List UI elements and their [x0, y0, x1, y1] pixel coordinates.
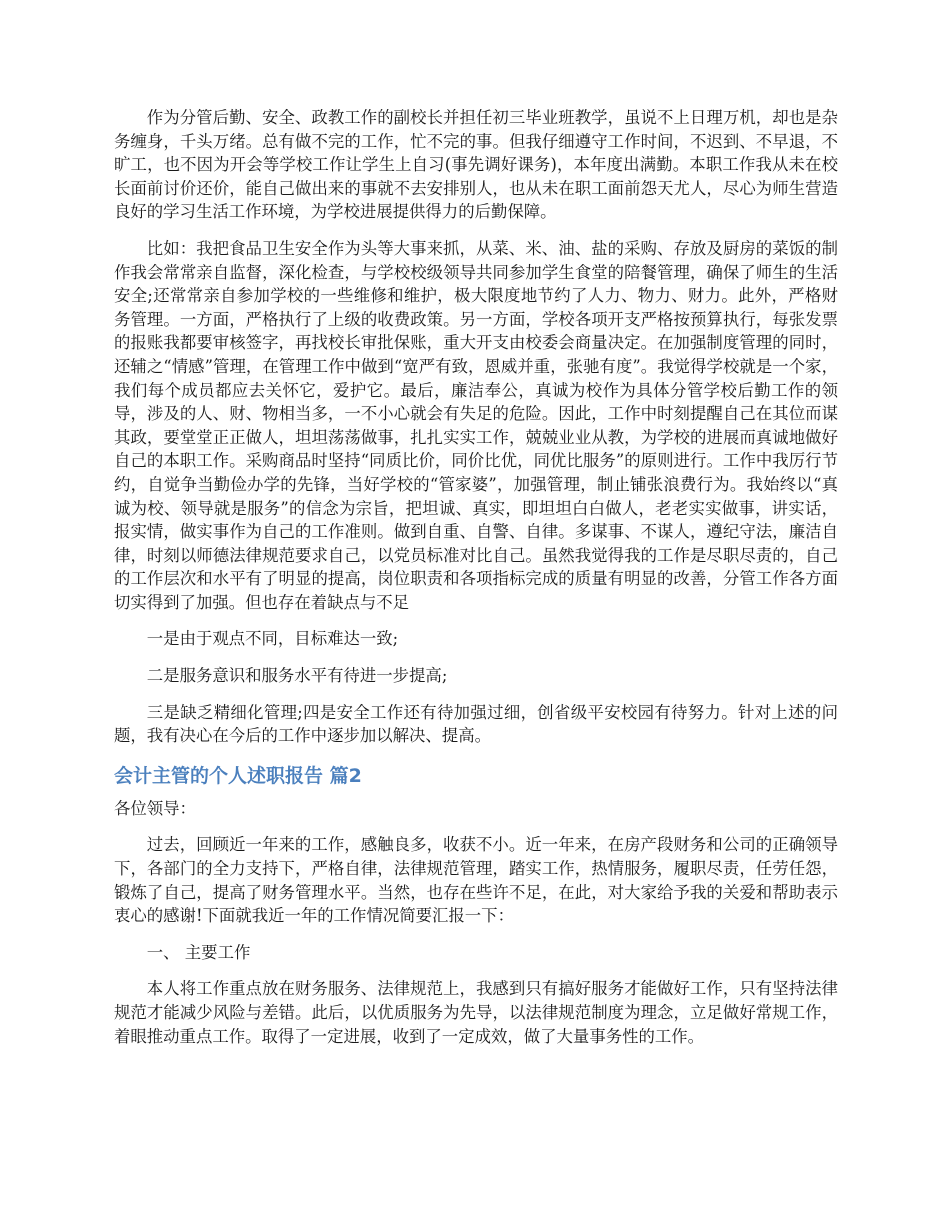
paragraph-main-work: 本人将工作重点放在财务服务、法律规范上，我感到只有搞好服务才能做好工作，只有坚持法律规范才能减少风险与差错。此后，以优质服务为先导，以法律规范制度为理念，立足做好常规工作，着眼推动重点工作。取得了一定进展，收到了一定成效，做了大量事务性的工作。	[114, 979, 838, 1046]
paragraph-shortcoming-3: 三是缺乏精细化管理;四是安全工作还有待加强过细，创省级平安校园有待努力。针对上述的问题，我有决心在今后的工作中逐步加以解决、提高。	[114, 702, 838, 746]
salutation: 各位领导：	[114, 798, 196, 818]
section-heading-report-2: 会计主管的个人述职报告 篇2	[114, 764, 362, 787]
paragraph-review: 过去，回顾近一年来的工作，感触良多，收获不小。近一年来，在房产段财务和公司的正确领导下，各部门的全力支持下，严格自律，法律规范管理，踏实工作，热情服务，履职尽责，任劳任怨，锻炼了自己，提高了财务管理水平。当然，也存在些许不足，在此，对大家给予我的关爱和帮助表示衷心的感谢!下面就我近一年的工作情况简要汇报一下：	[114, 835, 838, 926]
paragraph-shortcoming-2: 二是服务意识和服务水平有待进一步提高;	[146, 666, 448, 686]
document-body	[114, 106, 838, 1048]
paragraph-example: 比如：我把食品卫生安全作为头等大事来抓，从菜、米、油、盐的采购、存放及厨房的菜饭的制作我会常常亲自监督，深化检查，与学校校级领导共同参加学生食堂的陪餐管理，确保了师生的生活安全;还常常亲自参加学校的一些维修和维护，极大限度地节约了人力、物力、财力。此外，严格财务管理。一方面，严格执行了上级的收费政策。另一方面，学校各项开支严格按预算执行，每张发票的报账我都要审核签字，再找校长审批保账，重大开支由校委会商量决定。在加强制度管理的同时，还辅之“情感”管理，在管理工作中做到“宽严有致，恩威并重，张驰有度”。我觉得学校就是一个家，我们每个成员都应去关怀它，爱护它。最后，廉洁奉公，真诚为校作为具体分管学校后勤工作的领导，涉及的人、财、物相当多，一不小心就会有失足的危险。因此，工作中时刻提醒自己在其位而谋其政，要堂堂正正做人，坦坦荡荡做事，扎扎实实工作，兢兢业业从教，为学校的进展而真诚地做好自己的本职工作。采购商品时坚持“同质比价，同价比优，同优比服务”的原则进行。工作中我厉行节约，自觉争当勤俭办学的先锋，当好学校的“管家婆”，加强管理，制止铺张浪费行为。我始终以“真诚为校、领导就是服务”的信念为宗旨，把坦诚、真实，即坦坦白白做人，老老实实做事，讲实话，报实情，做实事作为自己的工作准则。做到自重、自警、自律。多谋事、不谋人，遵纪守法，廉洁自律，时刻以师德法律规范要求自己，以党员标准对比自己。虽然我觉得我的工作是尽职尽责的，自己的工作层次和水平有了明显的提高，岗位职责和各项指标完成的质量有明显的改善，分管工作各方面切实得到了加强。但也存在着缺点与不足	[114, 238, 838, 612]
subsection-title-main-work: 一、 主要工作	[146, 942, 251, 962]
paragraph-shortcoming-1: 一是由于观点不同，目标难达一致;	[146, 629, 399, 649]
paragraph-duties: 作为分管后勤、安全、政教工作的副校长并担任初三毕业班教学，虽说不上日理万机，却也是杂务缠身，千头万绪。总有做不完的工作，忙不完的事。但我仔细遵守工作时间，不迟到、不早退，不旷工，也不因为开会等学校工作让学生上自习(事先调好课务)，本年度出满勤。本职工作我从未在校长面前讨价还价，能自己做出来的事就不去安排别人，也从未在职工面前怨天尤人，尽心为师生营造良好的学习生活工作环境，为学校进展提供得力的后勤保障。	[114, 108, 838, 222]
